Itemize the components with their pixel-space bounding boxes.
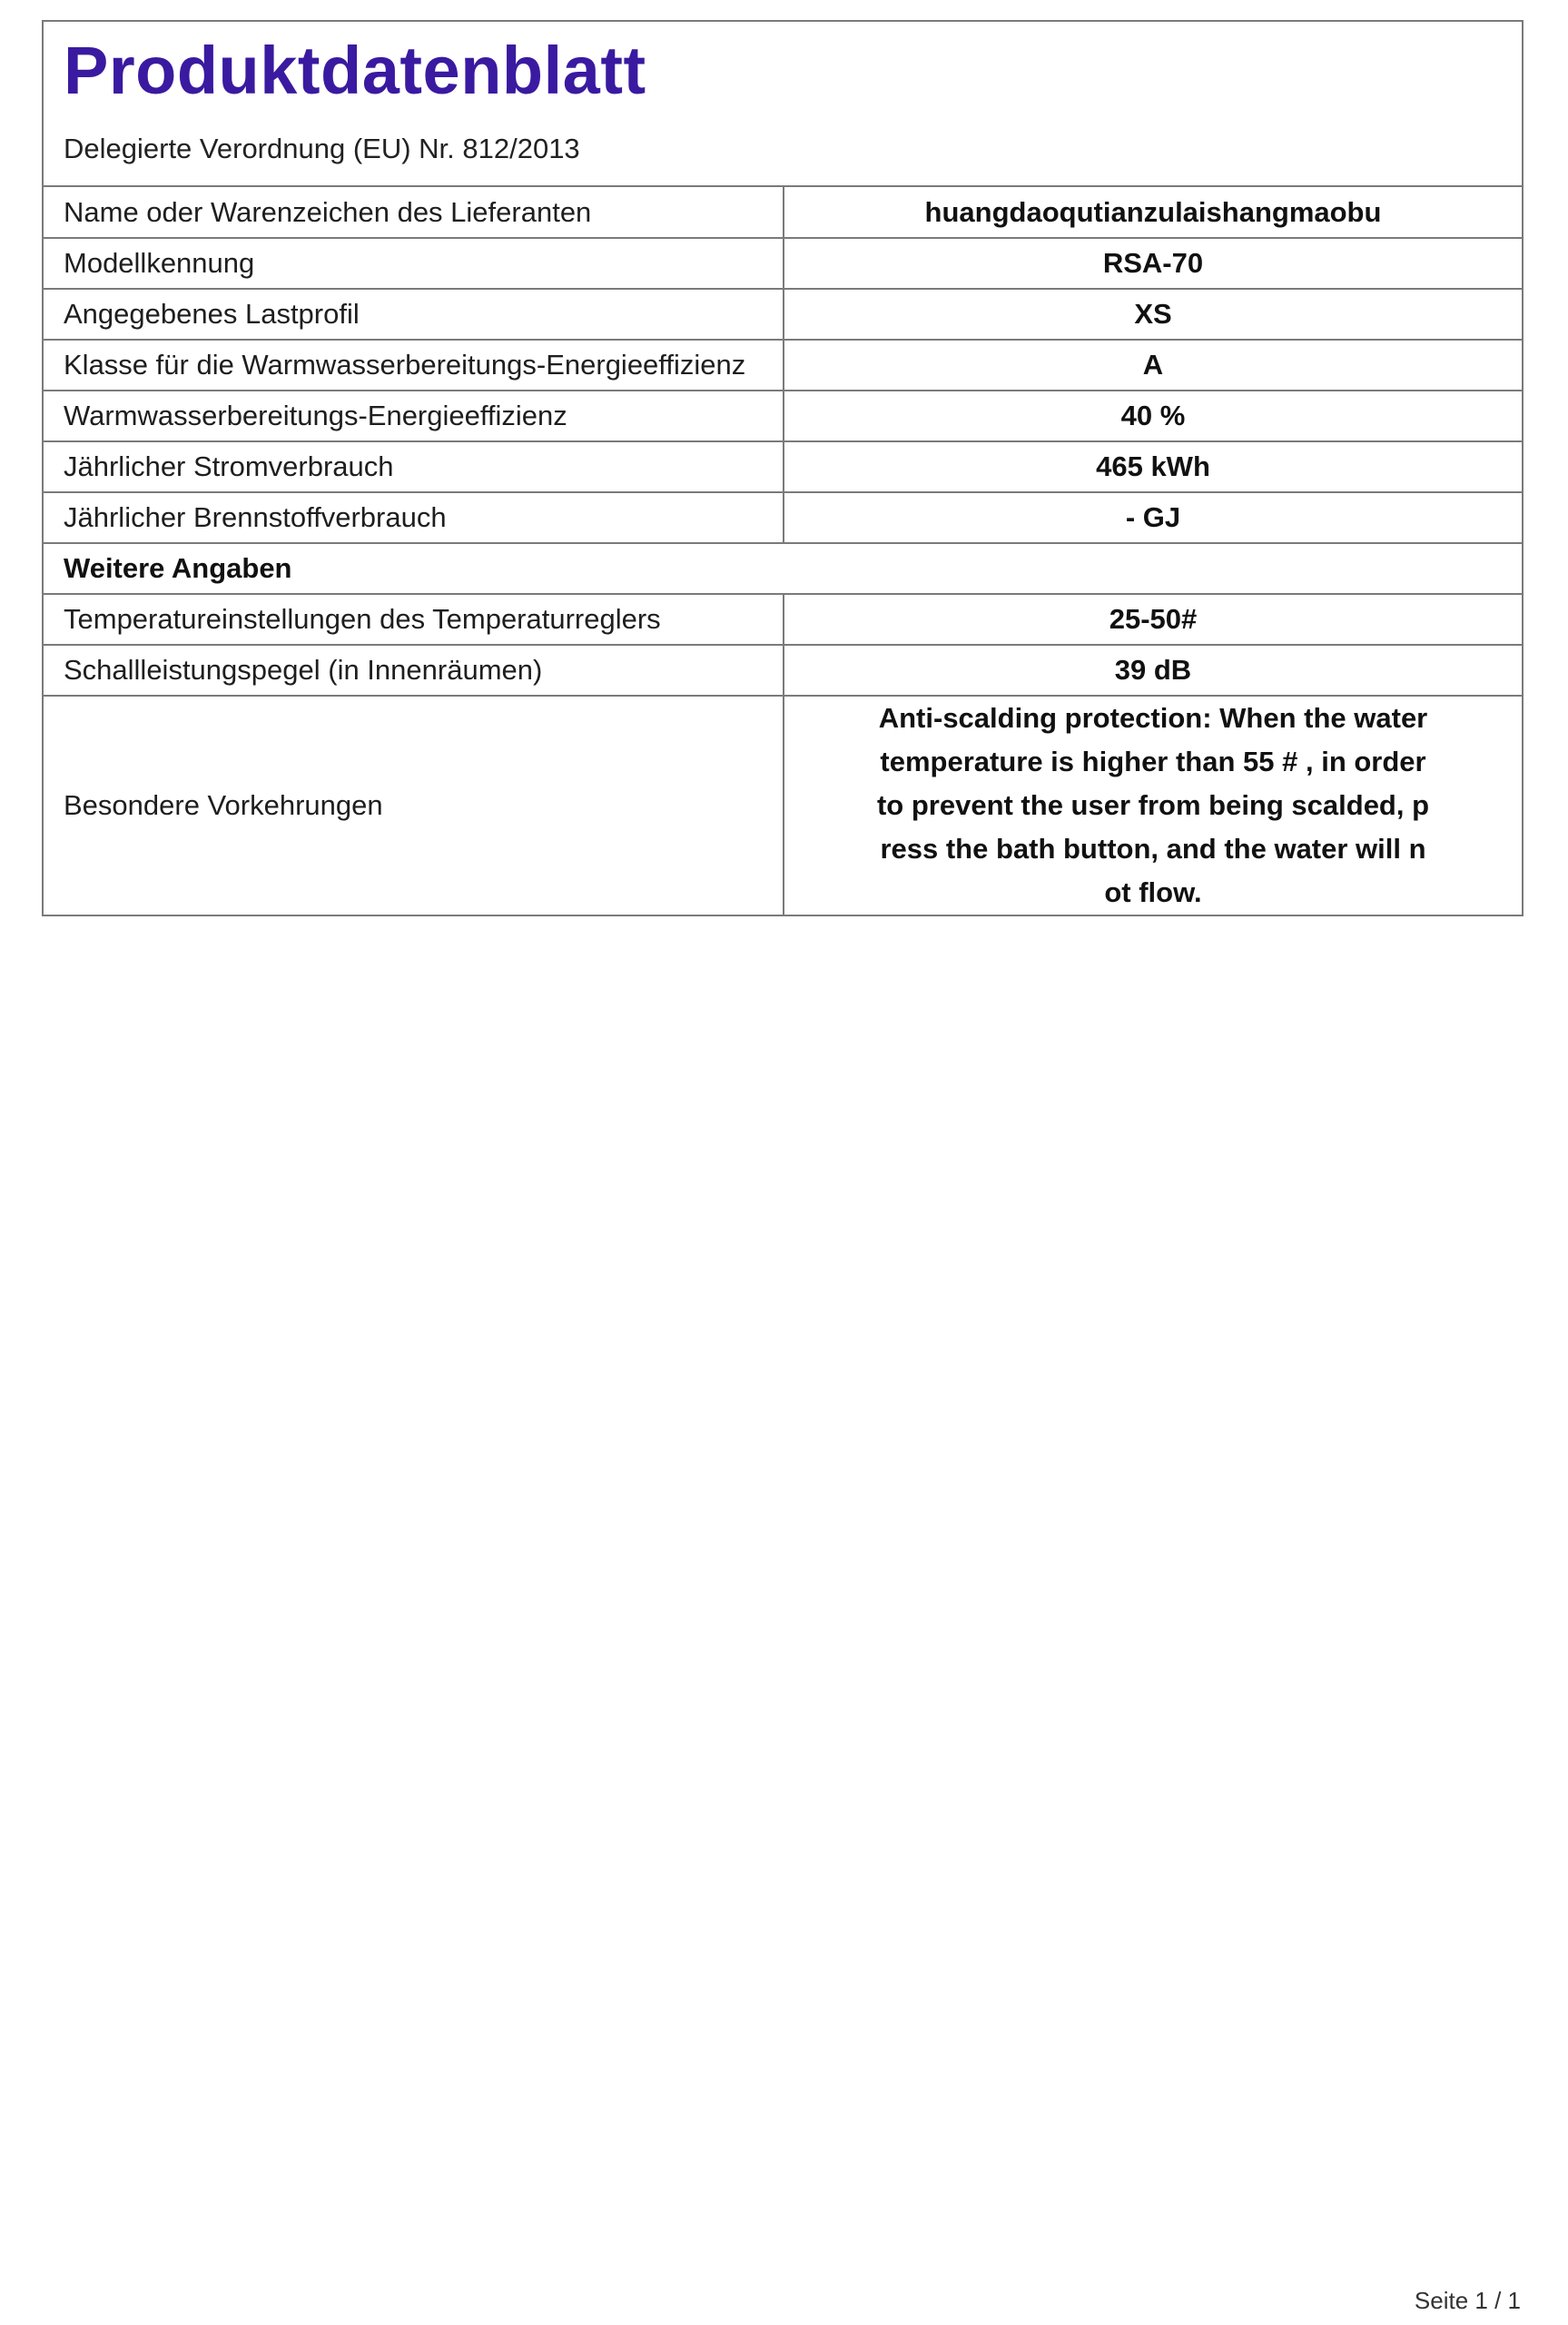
table-row (44, 391, 1522, 441)
row-value-sound: 39 dB (784, 645, 1522, 696)
table-row (44, 187, 1522, 238)
row-value-load-profile: XS (784, 289, 1522, 340)
datasheet-header (44, 22, 1522, 187)
row-value-electricity: 465 kWh (784, 441, 1522, 492)
table-row (44, 696, 1522, 915)
row-label-temperature: Temperatureinstellungen des Temperaturreglers (44, 594, 784, 645)
row-label-sound: Schallleistungspegel (in Innenräumen) (44, 645, 784, 696)
datasheet-table (44, 187, 1522, 915)
product-datasheet (42, 20, 1524, 916)
table-row (44, 645, 1522, 696)
row-label-electricity: Jährlicher Stromverbrauch (44, 441, 784, 492)
row-label-supplier: Name oder Warenzeichen des Lieferanten (44, 187, 784, 238)
row-value-precautions (784, 696, 1522, 915)
row-value-temperature: 25-50# (784, 594, 1522, 645)
section-row (44, 543, 1522, 594)
table-row (44, 441, 1522, 492)
regulation-reference: Delegierte Verordnung (EU) Nr. 812/2013 (64, 133, 580, 164)
row-label-load-profile: Angegebenes Lastprofil (44, 289, 784, 340)
page-title: Produktdatenblatt (64, 33, 646, 108)
table-row (44, 594, 1522, 645)
table-row (44, 340, 1522, 391)
row-label-efficiency-class: Klasse für die Warmwasserbereitungs-Energieeffizienz (44, 340, 784, 391)
row-value-efficiency: 40 % (784, 391, 1522, 441)
row-label-precautions: Besondere Vorkehrungen (44, 696, 784, 915)
page-number: Seite 1 / 1 (1414, 2287, 1521, 2314)
row-label-fuel: Jährlicher Brennstoffverbrauch (44, 492, 784, 543)
row-label-efficiency: Warmwasserbereitungs-Energieeffizienz (44, 391, 784, 441)
row-value-model: RSA-70 (784, 238, 1522, 289)
table-row (44, 238, 1522, 289)
section-heading: Weitere Angaben (44, 543, 1522, 594)
row-value-efficiency-class: A (784, 340, 1522, 391)
precautions-text: Anti-scalding protection: When the water temperature is higher than 55 # , in order to prevent the user from being scalded, press the bath button, and the water will not flow. (876, 702, 1430, 908)
row-value-fuel: - GJ (784, 492, 1522, 543)
table-row (44, 492, 1522, 543)
row-value-supplier: huangdaoqutianzulaishangmaobu (924, 195, 1382, 228)
row-label-model: Modellkennung (44, 238, 784, 289)
table-row (44, 289, 1522, 340)
